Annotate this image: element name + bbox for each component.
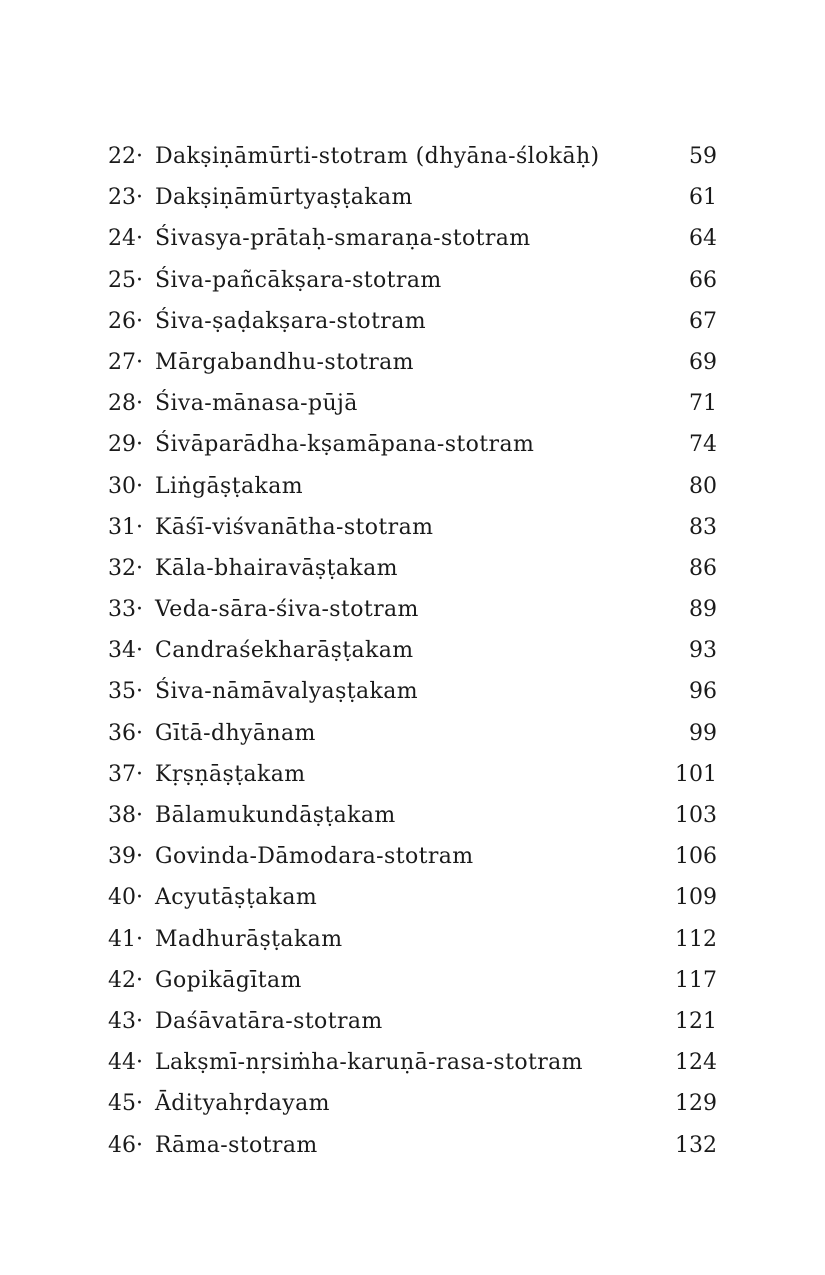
toc-entry-page: 106 (675, 844, 717, 870)
toc-entry-title: Śivasya-prātaḥ-smaraṇa-stotram (155, 226, 531, 252)
toc-entry-page: 132 (675, 1132, 717, 1158)
toc-entry-title: Śiva-mānasa-pūjā (155, 391, 358, 417)
toc-entry (0, 633, 825, 674)
toc-entry-title: Rāma-stotram (155, 1132, 318, 1158)
toc-entry (0, 345, 825, 386)
toc-entry-number: 25· (108, 267, 143, 293)
toc-entry (0, 1045, 825, 1086)
toc-entry (0, 139, 825, 180)
toc-entry-title: Bālamukundāṣṭakam (155, 803, 396, 828)
toc-entry-number: 35· (108, 679, 143, 705)
toc-entry (0, 510, 825, 551)
toc-entry-page: 83 (689, 514, 717, 540)
toc-entry-title: Veda-sāra-śiva-stotram (155, 597, 419, 623)
toc-entry-page: 121 (675, 1008, 717, 1034)
toc-entry-number: 46· (108, 1132, 143, 1158)
toc-entry-page: 117 (675, 967, 717, 993)
toc-entry (0, 880, 825, 921)
toc-entry (0, 922, 825, 963)
toc-entry-page: 93 (689, 638, 717, 664)
toc-entry-title: Lakṣmī-nṛsiṁha-karuṇā-rasa-stotram (155, 1050, 583, 1076)
toc-entry-page: 67 (689, 308, 717, 334)
toc-entry (0, 551, 825, 592)
toc-entry-title: Gītā-dhyānam (155, 720, 316, 746)
toc-entry (0, 263, 825, 304)
toc-entry (0, 304, 825, 345)
toc-entry-number: 40· (108, 885, 143, 911)
toc-entry-page: 86 (689, 555, 717, 581)
toc-entry-title: Dakṣiṇāmūrtyaṣṭakam (155, 185, 413, 211)
toc-entry-title: Ādityahṛdayam (155, 1091, 330, 1117)
toc-entry-page: 69 (689, 349, 717, 375)
toc-entry-number: 36· (108, 720, 143, 746)
toc-entry-page: 89 (689, 597, 717, 623)
toc-entry-page: 64 (689, 226, 717, 252)
toc-entry-number: 32· (108, 555, 143, 581)
toc-entry (0, 757, 825, 798)
toc-entry (0, 221, 825, 262)
toc-entry-number: 33· (108, 597, 143, 623)
toc-entry-number: 43· (108, 1008, 143, 1034)
toc-entry (0, 180, 825, 221)
toc-entry-title: Liṅgāṣṭakam (155, 473, 303, 499)
toc-entry-title: Madhurāṣṭakam (155, 926, 343, 952)
toc-entry (0, 674, 825, 715)
toc-entry-page: 80 (689, 473, 717, 499)
toc-entry-page: 96 (689, 679, 717, 705)
toc-entry-title: Śiva-pañcākṣara-stotram (155, 267, 442, 293)
toc-entry-page: 109 (675, 885, 717, 911)
toc-entry-page: 103 (675, 803, 717, 828)
toc-entry-page: 99 (689, 720, 717, 746)
toc-entry-number: 28· (108, 391, 143, 417)
toc-entry-number: 26· (108, 308, 143, 334)
toc-entry-number: 42· (108, 967, 143, 993)
toc-entry-number: 37· (108, 761, 143, 787)
toc-entry-number: 22· (108, 144, 143, 169)
toc-entry-number: 31· (108, 514, 143, 540)
toc-entry-page: 59 (689, 144, 717, 169)
table-of-contents (0, 139, 825, 1169)
toc-entry-number: 30· (108, 473, 143, 499)
toc-entry-title: Śivāparādha-kṣamāpana-stotram (155, 432, 535, 458)
toc-entry-number: 29· (108, 432, 143, 458)
toc-entry-title: Candraśekharāṣṭakam (155, 638, 414, 664)
toc-entry-number: 38· (108, 803, 143, 828)
toc-entry-title: Śiva-nāmāvalyaṣṭakam (155, 679, 419, 705)
toc-entry-title: Kāla-bhairavāṣṭakam (155, 555, 398, 581)
toc-entry-page: 101 (675, 761, 717, 787)
toc-entry-page: 66 (689, 267, 717, 293)
toc-entry-number: 45· (108, 1091, 143, 1117)
toc-entry-number: 24· (108, 226, 143, 252)
toc-entry-title: Dakṣiṇāmūrti-stotram (dhyāna-ślokāḥ) (155, 144, 600, 169)
toc-entry-number: 27· (108, 349, 143, 375)
toc-entry (0, 592, 825, 633)
toc-entry-page: 61 (689, 185, 717, 211)
toc-entry-number: 34· (108, 638, 143, 664)
toc-entry (0, 716, 825, 757)
toc-entry-number: 44· (108, 1050, 143, 1076)
toc-entry (0, 839, 825, 880)
toc-entry (0, 1086, 825, 1127)
toc-entry-number: 41· (108, 926, 143, 952)
toc-entry-page: 112 (675, 926, 717, 952)
toc-entry-title: Govinda-Dāmodara-stotram (155, 844, 474, 870)
toc-entry (0, 1128, 825, 1169)
toc-entry-number: 39· (108, 844, 143, 870)
toc-entry-title: Mārgabandhu-stotram (155, 349, 414, 375)
toc-entry-number: 23· (108, 185, 143, 211)
toc-entry (0, 427, 825, 468)
toc-entry-title: Kṛṣṇāṣṭakam (155, 761, 306, 787)
toc-entry-title: Acyutāṣṭakam (155, 885, 318, 911)
toc-entry-title: Kāśī-viśvanātha-stotram (155, 514, 434, 540)
toc-entry-title: Gopikāgītam (155, 967, 302, 993)
toc-entry-page: 71 (689, 391, 717, 417)
toc-entry (0, 963, 825, 1004)
toc-entry-page: 129 (675, 1091, 717, 1117)
toc-entry (0, 1004, 825, 1045)
toc-entry (0, 469, 825, 510)
toc-entry-page: 74 (689, 432, 717, 458)
toc-entry (0, 386, 825, 427)
toc-entry-title: Śiva-ṣaḍakṣara-stotram (155, 308, 427, 334)
toc-entry (0, 798, 825, 839)
toc-entry-title: Daśāvatāra-stotram (155, 1008, 383, 1034)
toc-entry-page: 124 (675, 1050, 717, 1076)
